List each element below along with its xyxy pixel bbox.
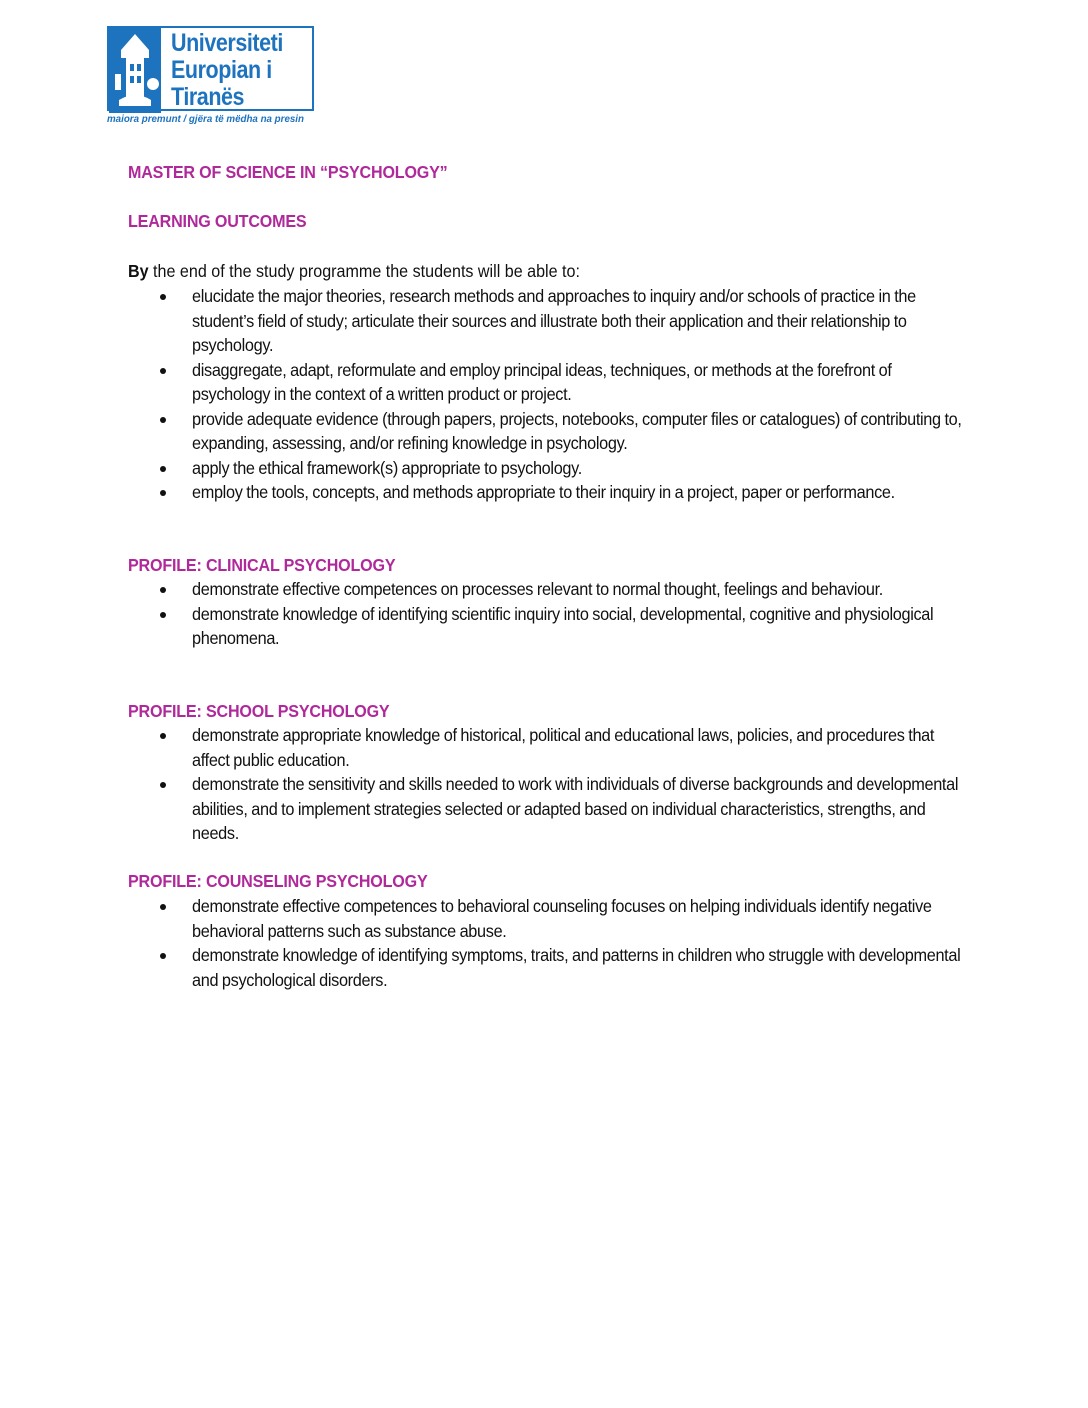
list-item xyxy=(128,723,988,772)
bullet-icon xyxy=(160,612,166,618)
list-item-text: disaggregate, adapt, reformulate and employ principal ideas, techniques, or methods at the forefront of psychology in the context of a written product or project. xyxy=(192,359,892,404)
list-item xyxy=(128,943,988,992)
university-logo xyxy=(107,26,317,126)
learning-outcomes-intro xyxy=(128,259,580,283)
bullet-icon xyxy=(160,294,166,300)
list-item xyxy=(128,577,988,602)
logo-frame xyxy=(107,26,314,111)
list-item xyxy=(128,772,988,846)
bullet-icon xyxy=(160,733,166,739)
counseling-profile-heading: PROFILE: COUNSELING PSYCHOLOGY xyxy=(128,871,428,891)
learning-outcomes-heading: LEARNING OUTCOMES xyxy=(128,211,307,231)
logo-wordmark xyxy=(171,30,313,111)
list-item xyxy=(128,407,988,456)
logo-line-1: Universiteti xyxy=(171,29,283,57)
list-item-text: demonstrate appropriate knowledge of historical, political and educational laws, policies, and procedures that affect public education. xyxy=(192,725,935,770)
logo-line-3: Tiranës xyxy=(171,83,245,111)
school-profile-list xyxy=(128,723,988,846)
logo-line-2: Europian i xyxy=(171,56,272,84)
list-item-text: demonstrate knowledge of identifying scientific inquiry into social, developmental, cognitive and physiological phenomena. xyxy=(192,603,934,648)
list-item-text: demonstrate the sensitivity and skills needed to work with individuals of diverse backgrounds and developmental abilities, and to implement strategies selected or adapted based on individual characteristics, strengths, and needs. xyxy=(192,774,959,843)
school-profile-heading: PROFILE: SCHOOL PSYCHOLOGY xyxy=(128,701,390,721)
list-item xyxy=(128,602,988,651)
bullet-icon xyxy=(160,490,166,496)
learning-outcomes-list xyxy=(128,284,988,505)
bullet-icon xyxy=(160,466,166,472)
list-item xyxy=(128,358,988,407)
list-item-text: provide adequate evidence (through papers, projects, notebooks, computer files or catalogues) of contributing to, expanding, assessing, and/or refining knowledge in psychology. xyxy=(192,408,962,453)
clinical-profile-heading: PROFILE: CLINICAL PSYCHOLOGY xyxy=(128,555,396,575)
list-item-text: employ the tools, concepts, and methods appropriate to their inquiry in a project, paper or performance. xyxy=(192,482,895,502)
list-item-text: demonstrate knowledge of identifying symptoms, traits, and patterns in children who struggle with developmental and psychological disorders. xyxy=(192,945,961,990)
list-item xyxy=(128,894,988,943)
bullet-icon xyxy=(160,417,166,423)
bullet-icon xyxy=(160,782,166,788)
list-item-text: demonstrate effective competences to behavioral counseling focuses on helping individuals identify negative behavioral patterns such as substance abuse. xyxy=(192,896,932,941)
bullet-icon xyxy=(160,953,166,959)
intro-rest: the end of the study programme the students will be able to: xyxy=(148,261,580,281)
bullet-icon xyxy=(160,904,166,910)
list-item-text: apply the ethical framework(s) appropriate to psychology. xyxy=(192,457,582,478)
list-item xyxy=(128,456,988,481)
list-item xyxy=(128,480,988,505)
logo-motto: maiora premunt / gjëra të mëdha na presin xyxy=(107,113,304,125)
counseling-profile-list xyxy=(128,894,988,992)
building-emblem-icon xyxy=(109,28,161,113)
list-item xyxy=(128,284,988,358)
bullet-icon xyxy=(160,587,166,593)
clinical-profile-list xyxy=(128,577,988,651)
list-item-text: elucidate the major theories, research methods and approaches to inquiry and/or schools of practice in the student’s field of study; articulate their sources and illustrate both their application and their relationship to psychology. xyxy=(192,286,916,355)
intro-bold: By xyxy=(128,261,149,281)
bullet-icon xyxy=(160,368,166,374)
list-item-text: demonstrate effective competences on processes relevant to normal thought, feelings and behaviour. xyxy=(192,579,883,599)
page-title: MASTER OF SCIENCE IN “PSYCHOLOGY” xyxy=(128,162,448,182)
